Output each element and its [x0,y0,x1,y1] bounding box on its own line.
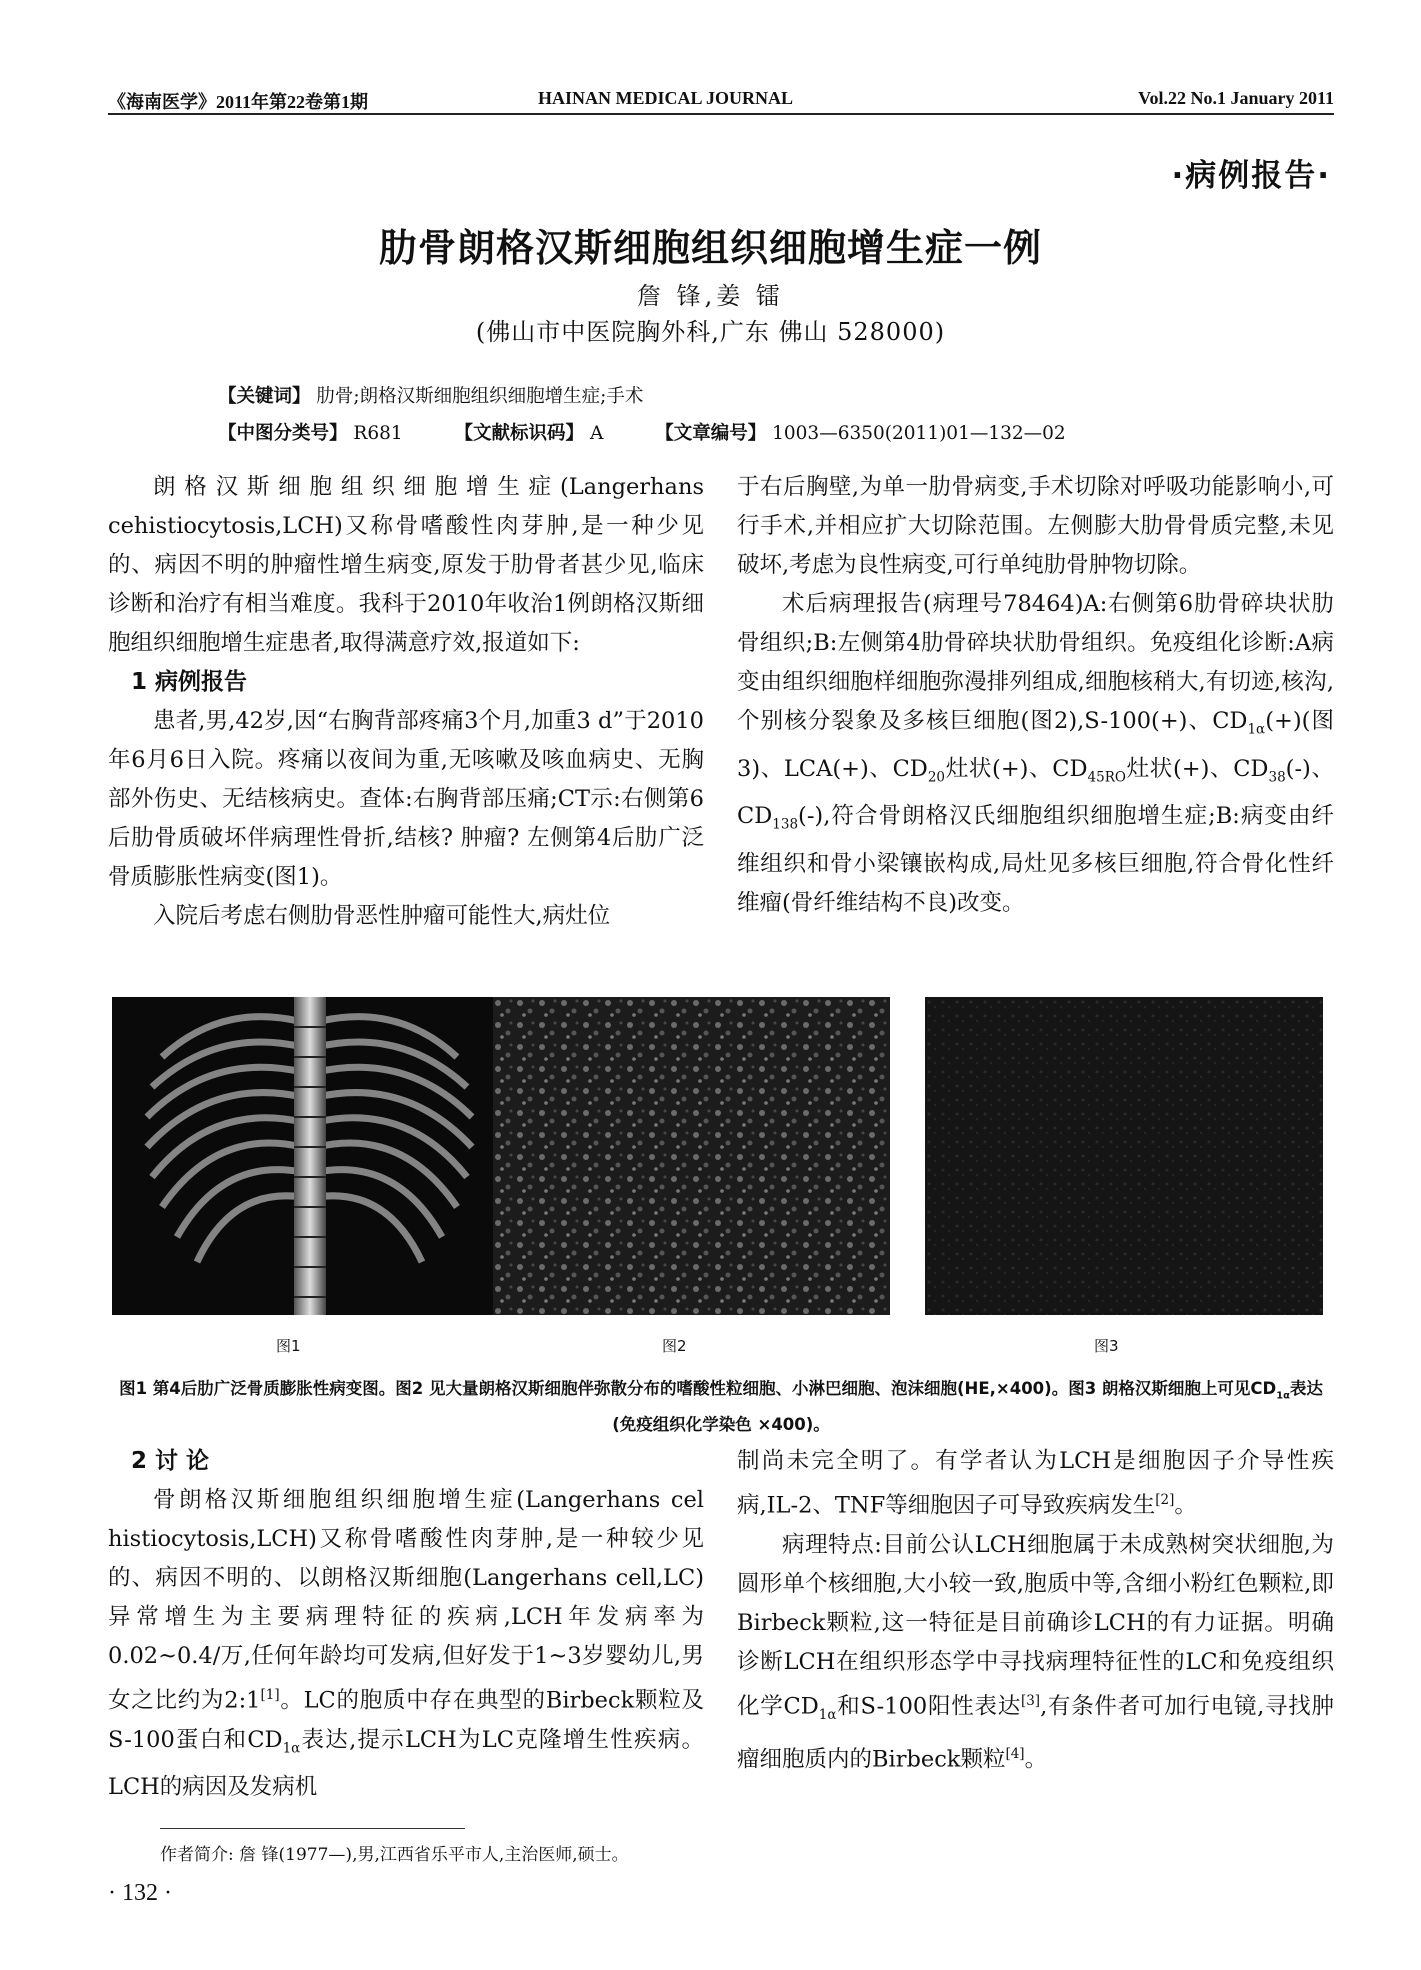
figure-3-label: 图3 [1094,1337,1119,1355]
footnote-rule [160,1828,465,1829]
clc-value: R681 [353,423,403,444]
figure-2-he-stain [493,997,890,1315]
section-tag: ·病例报告· [1171,158,1331,194]
discussion-left-column [108,1442,704,1807]
surgery-paragraph: 于右后胸壁,为单一肋骨病变,手术切除对呼吸功能影响小,可行手术,并相应扩大切除范围。左侧膨大肋骨骨质完整,未见破坏,考虑为良性病变,可行单纯肋骨肿物切除。 [737,474,1334,578]
keywords-line [218,382,643,408]
journal-header-left: 《海南医学》2011年第22卷第1期 [108,92,369,112]
article-number-label: 【文章编号】 [655,423,767,444]
journal-header-center: HAINAN MEDICAL JOURNAL [538,88,794,108]
pathology-paragraph: 术后病理报告(病理号78464)A:右侧第6肋骨碎块状肋骨组织;B:左侧第4肋骨碎块状肋骨组织。免疫组化诊断:A病变由组织细胞样细胞弥漫排列组成,细胞核稍大,有切迹,核沟,个别核分裂象及多核巨细胞(图2),S-100(+)、$CD_{1\alpha}(+)$(图3)、LCA(+)、$CD_{20}$灶状(+)、$CD_{45RO}$灶状(+)、$CD_{38}(-)$、$CD_{138}(-)$,符合骨朗格汉氏细胞组织细胞增生症;B:病变由纤维组织和骨小梁镶嵌构成,局灶见多核巨细胞,符合骨化性纤维瘤(骨纤维结构不良)改变。 [737,591,1334,916]
article-number-value: 1003—6350(2011)01—132—02 [772,423,1066,444]
page-number: · 132 · [108,1880,172,1906]
author-footnote: 作者简介: 詹 锋(1977—),男,江西省乐平市人,主治医师,硕士。 [160,1845,629,1865]
doc-code-label: 【文献标识码】 [454,423,585,444]
pathology-features-paragraph: 病理特点:目前公认LCH细胞属于未成熟树突状细胞,为圆形单个核细胞,大小较一致,胞质中等,含细小粉红色颗粒,即Birbeck颗粒,这一特征是目前确诊LCH的有力证据。明确诊断LCH在组织形态学中寻找病理特征性的LC和免疫组织化学$CD_{1\alpha}$和S-100阳性表达[3],有条件者可加行电镜,寻找肿瘤细胞质内的Birbeck颗粒[4]。 [737,1531,1334,1772]
ihc-stain-micrograph [925,997,1323,1315]
case-paragraph: 患者,男,42岁,因“右胸背部疼痛3个月,加重3 d”于2010年6月6日入院。疼痛以夜间为重,无咳嗽及咳血病史、无胸部外伤史、无结核病史。查体:右胸背部压痛;CT示:右侧第6后肋骨质破坏伴病理性骨折,结核? 肿瘤? 左侧第4后肋广泛骨质膨胀性病变(图1)。 [108,708,704,890]
discussion-heading: 2 讨 论 [131,1448,210,1474]
header-rule [108,113,1334,115]
admission-paragraph: 入院后考虑右侧肋骨恶性肿瘤可能性大,病灶位 [153,903,611,929]
figure-3-ihc-stain [925,997,1323,1315]
case-report-heading: 1 病例报告 [131,669,248,695]
discussion-right-column [737,1442,1334,1779]
doc-code-value: A [589,423,604,444]
figure-1-label: 图1 [276,1337,301,1355]
figure-caption: 图1 第4后肋广泛骨质膨胀性病变图。图2 见大量朗格汉斯细胞伴弥散分布的嗜酸性粒细胞、小淋巴细胞、泡沫细胞(HE,×400)。图3 朗格汉斯细胞上可见$CD_{1\alpha}$表达(免疫组织化学染色 ×400)。 [119,1379,1323,1435]
authors: 詹 锋,姜 镭 [637,282,784,310]
body-left-column [108,468,704,936]
keywords-label: 【关键词】 [218,386,311,407]
keywords: 肋骨;朗格汉斯细胞组织细胞增生症;手术 [316,386,644,407]
article-title: 肋骨朗格汉斯细胞组织细胞增生症一例 [378,226,1042,270]
discussion-paragraph-2: 制尚未完全明了。有学者认为LCH是细胞因子介导性疾病,IL-2、TNF等细胞因子可导致疾病发生[2]。 [737,1448,1334,1519]
body-right-column [737,468,1334,923]
discussion-paragraph-1: 骨朗格汉斯细胞组织细胞增生症(Langerhans cel histiocytosis,LCH)又称骨嗜酸性肉芽肿,是一种较少见的、病因不明的、以朗格汉斯细胞(Langerhans cell,LC)异常增生为主要病理特征的疾病,LCH年发病率为0.02~0.4/万,任何年龄均可发病,但好发于1~3岁婴幼儿,男女之比约为2:1[1]。LC的胞质中存在典型的Birbeck颗粒及S-100蛋白和$CD_{1\alpha}$表达,提示LCH为LC克隆增生性疾病。LCH的病因及发病机 [108,1487,704,1800]
clc-label: 【中图分类号】 [218,423,348,444]
journal-header-right: Vol.22 No.1 January 2011 [1138,88,1334,108]
classification-line [218,419,1066,445]
ct-rib-image [112,997,507,1315]
affiliation: (佛山市中医院胸外科,广东 佛山 528000) [475,318,946,346]
he-stain-micrograph [493,997,890,1315]
figure-2-label: 图2 [662,1337,687,1355]
figure-1-ct-image [112,997,507,1315]
intro-paragraph: 朗格汉斯细胞组织细胞增生症(Langerhans cehistiocytosis,LCH)又称骨嗜酸性肉芽肿,是一种少见的、病因不明的肿瘤性增生病变,原发于肋骨者甚少见,临床诊断和治疗有相当难度。我科于2010年收治1例朗格汉斯细胞组织细胞增生症患者,取得满意疗效,报道如下: [108,474,704,656]
